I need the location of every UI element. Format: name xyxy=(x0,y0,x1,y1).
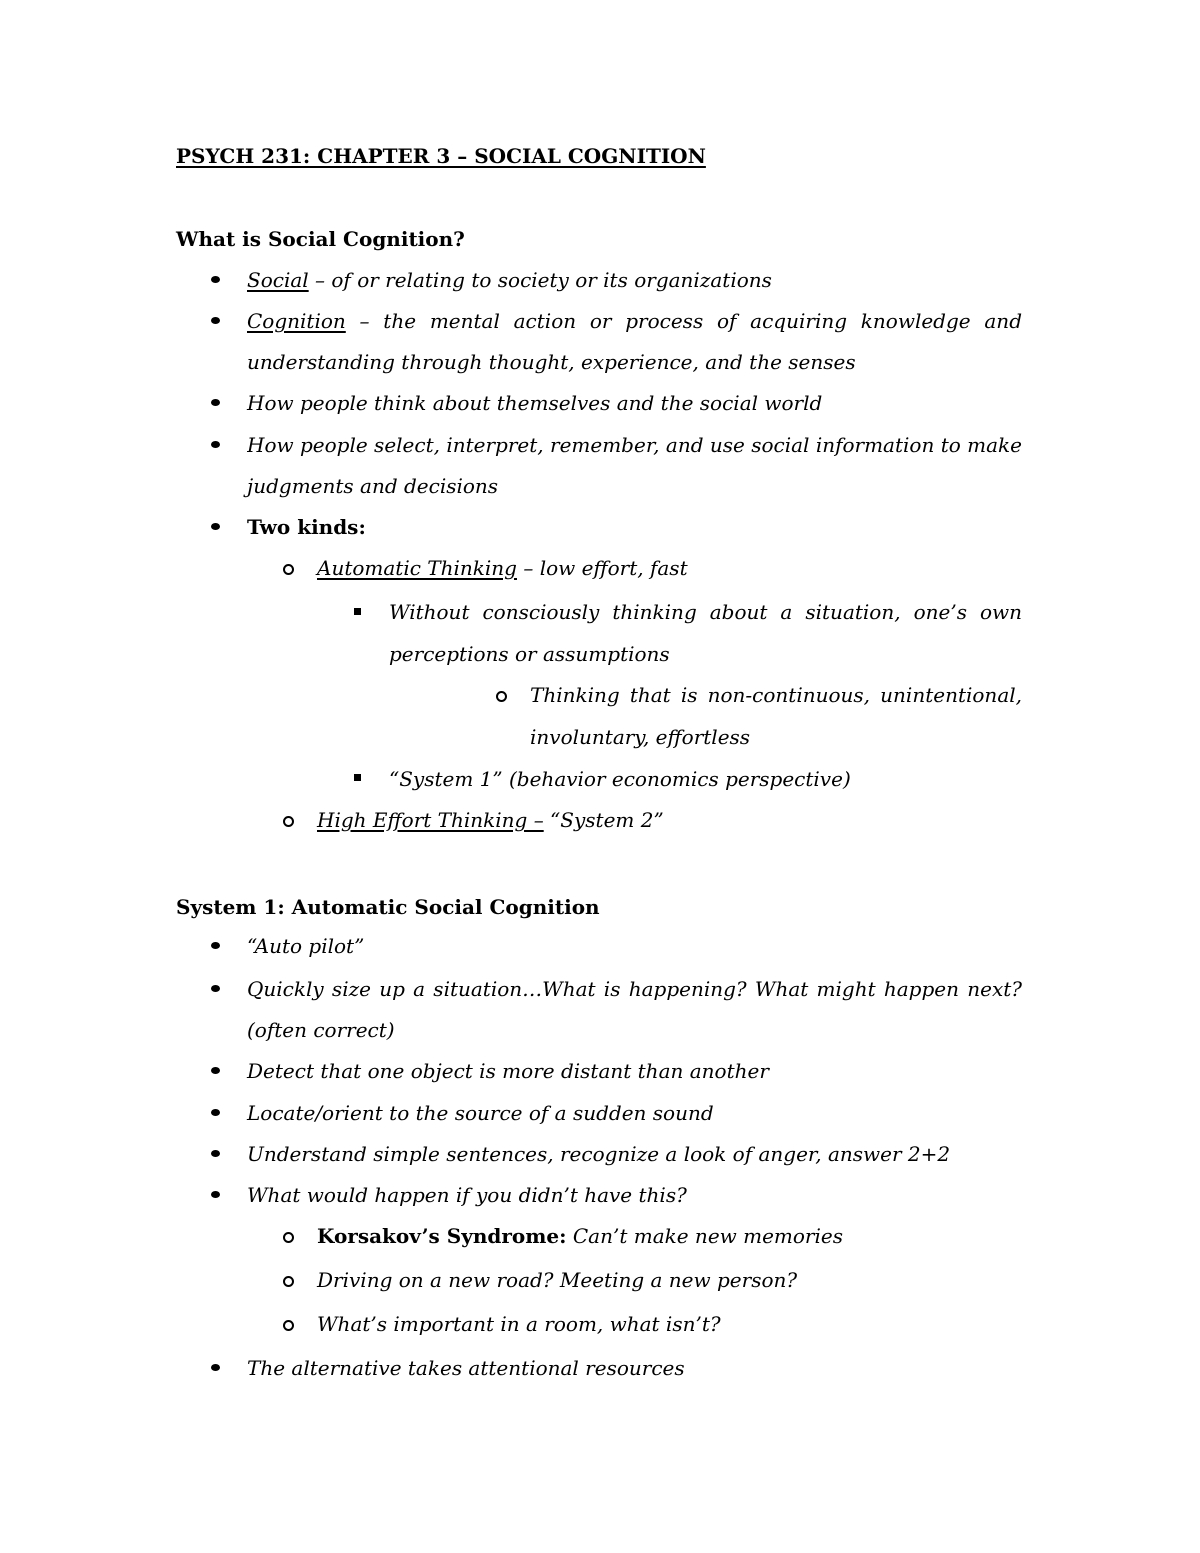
bullet-dot-icon xyxy=(211,1191,220,1198)
list-item-select-info: How people select, interpret, remember, and use social information to make xyxy=(247,433,1022,457)
bullet-dot-icon xyxy=(211,1067,220,1074)
bullet-dot-icon xyxy=(211,317,220,324)
section-heading-system-1: System 1: Automatic Social Cognition xyxy=(176,895,600,919)
sub-sub-item-without-thinking-cont: perceptions or assumptions xyxy=(389,642,670,666)
bullet-square-icon xyxy=(354,608,361,615)
sub-item-automatic-thinking xyxy=(317,554,688,582)
definition-korsakov: Can’t make new memories xyxy=(566,1224,843,1248)
sub-item-korsakov xyxy=(317,1222,843,1250)
bullet-circle-icon xyxy=(283,816,294,827)
term-korsakov: Korsakov’s Syndrome: xyxy=(317,1224,567,1248)
definition-social: – of or relating to society or its organizations xyxy=(308,268,772,292)
list-item-auto-pilot: “Auto pilot” xyxy=(247,934,365,958)
list-item-cognition-cont: understanding through thought, experience, and the senses xyxy=(247,350,856,374)
bullet-dot-icon xyxy=(211,1150,220,1157)
definition-high-effort: “System 2” xyxy=(543,808,664,832)
term-cognition: Cognition xyxy=(247,309,346,333)
list-item-size-up-cont: (often correct) xyxy=(247,1018,395,1042)
list-item-select-info-cont: judgments and decisions xyxy=(247,474,499,498)
bullet-dot-icon xyxy=(211,985,220,992)
term-social: Social xyxy=(247,268,309,292)
sub-sub-item-without-thinking: Without consciously thinking about a situation, one’s own xyxy=(389,600,1022,624)
bullet-dot-icon xyxy=(211,399,220,406)
bullet-dot-icon xyxy=(211,942,220,949)
list-item-locate-sound: Locate/orient to the source of a sudden sound xyxy=(247,1101,714,1125)
list-item-two-kinds: Two kinds: xyxy=(247,515,366,539)
term-high-effort-thinking: High Effort Thinking – xyxy=(317,808,544,832)
list-item-social xyxy=(247,266,772,294)
sub-sub-item-system-1: “System 1” (behavior economics perspective) xyxy=(389,767,851,791)
bullet-circle-icon xyxy=(283,1232,294,1243)
section-heading-social-cognition: What is Social Cognition? xyxy=(176,227,465,251)
deep-item-non-continuous-cont: involuntary, effortless xyxy=(530,725,751,749)
list-item-what-would-happen: What would happen if you didn’t have this? xyxy=(247,1183,687,1207)
bullet-circle-icon xyxy=(283,1320,294,1331)
bullet-dot-icon xyxy=(211,1109,220,1116)
list-item-size-up: Quickly size up a situation…What is happening? What might happen next? xyxy=(247,977,1022,1001)
document-title: PSYCH 231: CHAPTER 3 – SOCIAL COGNITION xyxy=(176,144,706,168)
definition-cognition: – the mental action or process of acquiring knowledge and xyxy=(345,309,1022,333)
list-item-understand: Understand simple sentences, recognize a look of anger, answer 2+2 xyxy=(247,1142,951,1166)
bullet-dot-icon xyxy=(211,276,220,283)
list-item-cognition xyxy=(247,307,1022,335)
sub-item-high-effort xyxy=(317,806,664,834)
term-automatic-thinking: Automatic Thinking xyxy=(317,556,517,580)
bullet-circle-icon xyxy=(283,564,294,575)
list-item-think-self: How people think about themselves and the social world xyxy=(247,391,823,415)
bullet-square-icon xyxy=(354,774,361,781)
list-item-alternative: The alternative takes attentional resources xyxy=(247,1356,685,1380)
bullet-circle-icon xyxy=(283,1276,294,1287)
definition-automatic-thinking: – low effort, fast xyxy=(516,556,688,580)
deep-item-non-continuous: Thinking that is non-continuous, unintentional, xyxy=(530,683,1022,707)
bullet-dot-icon xyxy=(211,441,220,448)
list-item-detect-distance: Detect that one object is more distant than another xyxy=(247,1059,769,1083)
bullet-dot-icon xyxy=(211,1364,220,1371)
sub-item-driving: Driving on a new road? Meeting a new person? xyxy=(317,1268,798,1292)
bullet-circle-icon xyxy=(496,691,507,702)
sub-item-important-room: What’s important in a room, what isn’t? xyxy=(317,1312,721,1336)
bullet-dot-icon xyxy=(211,523,220,530)
